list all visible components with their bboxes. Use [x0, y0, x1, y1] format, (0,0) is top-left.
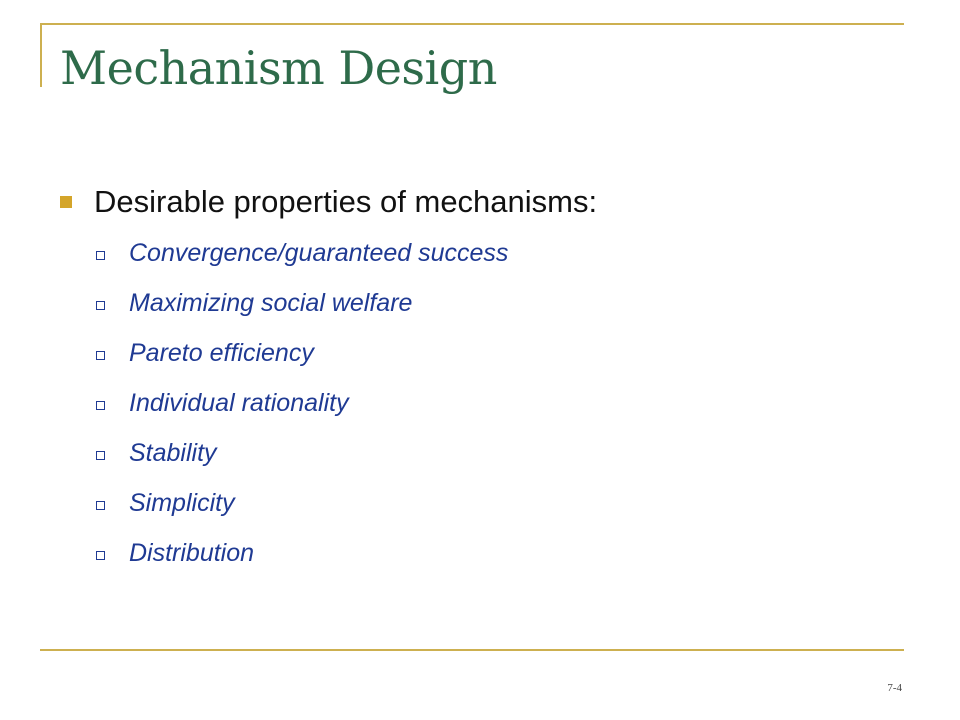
- frame-top-rule: [40, 23, 904, 25]
- hollow-square-bullet-icon: [96, 351, 105, 360]
- sub-bullet-text: Maximizing social welfare: [129, 288, 413, 317]
- sub-bullet-text: Stability: [129, 438, 217, 467]
- main-bullet: [60, 178, 597, 226]
- sub-bullet-text: Simplicity: [129, 488, 235, 517]
- hollow-square-bullet-icon: [96, 401, 105, 410]
- hollow-square-bullet-icon: [96, 251, 105, 260]
- sub-bullet-item: [96, 528, 508, 578]
- sub-bullet-text: Distribution: [129, 538, 255, 567]
- sub-bullet-item: [96, 228, 508, 278]
- page-number: 7-4: [887, 682, 902, 694]
- sub-bullet-text: Individual rationality: [129, 388, 349, 417]
- sub-bullet-text: Pareto efficiency: [129, 338, 314, 367]
- footer-rule: [40, 649, 904, 651]
- main-bullet-text: Desirable properties of mechanisms:: [94, 184, 598, 219]
- sub-bullet-item: [96, 478, 508, 528]
- hollow-square-bullet-icon: [96, 451, 105, 460]
- sub-bullet-item: [96, 428, 508, 478]
- sub-bullet-item: [96, 378, 508, 428]
- hollow-square-bullet-icon: [96, 501, 105, 510]
- sub-bullet-list: [96, 228, 508, 578]
- slide-title: Mechanism Design: [60, 41, 497, 95]
- sub-bullet-item: [96, 278, 508, 328]
- square-bullet-icon: [60, 196, 72, 208]
- hollow-square-bullet-icon: [96, 551, 105, 560]
- hollow-square-bullet-icon: [96, 301, 105, 310]
- frame-left-rule: [40, 23, 42, 87]
- sub-bullet-item: [96, 328, 508, 378]
- sub-bullet-text: Convergence/guaranteed success: [129, 238, 509, 267]
